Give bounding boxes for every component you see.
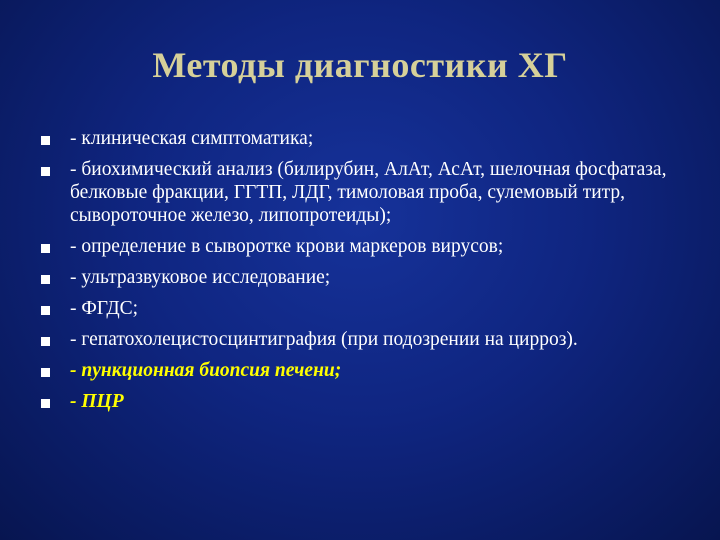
square-bullet-icon bbox=[41, 136, 50, 145]
square-bullet-icon bbox=[41, 399, 50, 408]
square-bullet-icon bbox=[41, 306, 50, 315]
bullet-item bbox=[40, 328, 690, 351]
bullet-text: - ПЦР bbox=[70, 391, 124, 412]
square-bullet-icon bbox=[41, 368, 50, 377]
bullet-text: - пункционная биопсия печени; bbox=[70, 360, 342, 381]
bullet-item bbox=[40, 297, 690, 320]
bullet-text: - клиническая симптоматика; bbox=[70, 128, 314, 149]
bullet-text: - определение в сыворотке крови маркеров вирусов; bbox=[70, 236, 504, 257]
bullet-item bbox=[40, 235, 690, 258]
bullet-item bbox=[40, 127, 690, 150]
square-bullet-icon bbox=[41, 167, 50, 176]
bullet-item bbox=[40, 158, 690, 227]
bullet-text: - биохимический анализ (билирубин, АлАт, АсАт, шелочная фосфатаза, белковые фракции, ГГТП, ЛДГ, тимоловая проба, сулемовый титр, сывороточное железо, липопротеиды); bbox=[70, 159, 667, 226]
bullet-text: - гепатохолецистосцинтиграфия (при подозрении на цирроз). bbox=[70, 329, 578, 350]
bullet-list bbox=[40, 127, 690, 421]
square-bullet-icon bbox=[41, 275, 50, 284]
square-bullet-icon bbox=[41, 337, 50, 346]
bullet-text: - ультразвуковое исследование; bbox=[70, 267, 331, 288]
bullet-item-emphasized bbox=[40, 390, 690, 413]
square-bullet-icon bbox=[41, 244, 50, 253]
bullet-text: - ФГДС; bbox=[70, 298, 139, 319]
bullet-item bbox=[40, 266, 690, 289]
slide-title: Методы диагностики ХГ bbox=[152, 45, 568, 85]
bullet-item-emphasized bbox=[40, 359, 690, 382]
